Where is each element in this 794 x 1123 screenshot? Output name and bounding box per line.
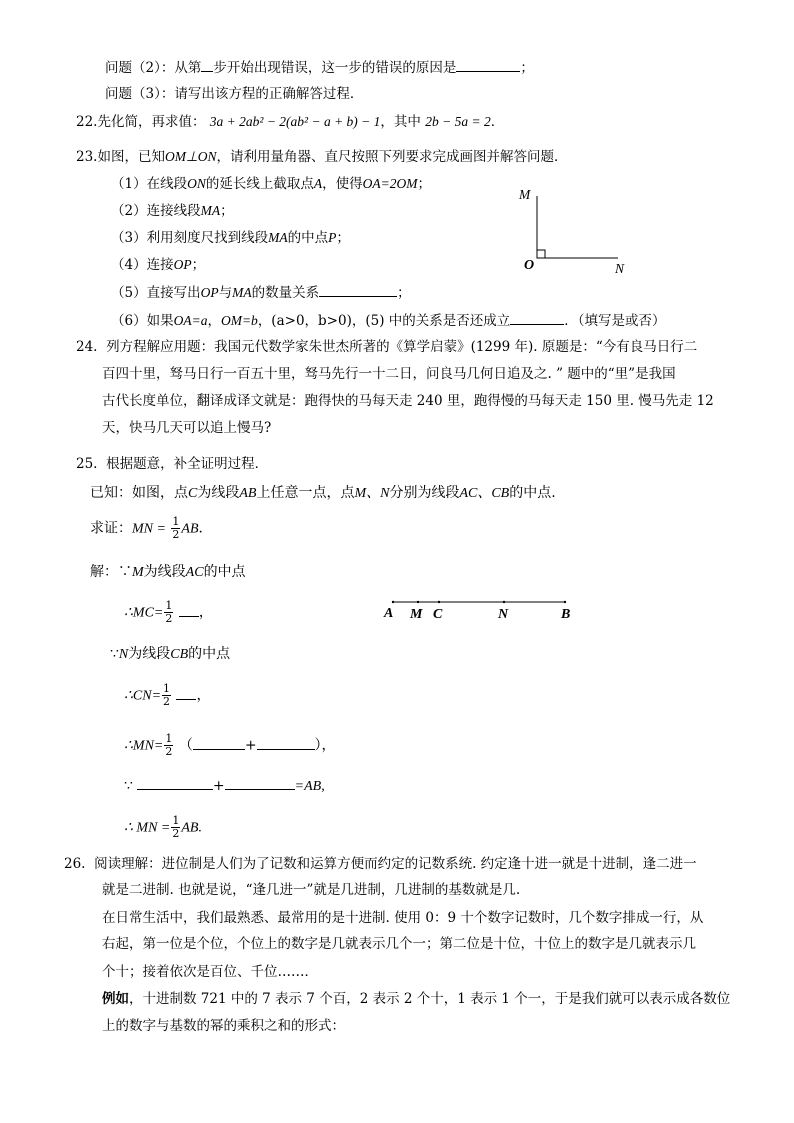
right-angle-mark <box>537 250 545 258</box>
label-b: B <box>561 607 571 622</box>
label-c: C <box>433 607 443 622</box>
fraction-half: $\frac{1}{2}$ <box>165 599 173 625</box>
point-a <box>392 601 394 603</box>
fraction-half: $\frac{1}{2}$ <box>172 515 180 541</box>
q23-step5: （5）直接写出OP与MA的数量关系 ； <box>111 285 411 301</box>
q26-line4: 右起，第一位是个位，个位上的数字是几就表示几个一；第二位是十位，十位上的数字是几就表示几 <box>102 936 696 952</box>
q23-step4: （4）连接OP； <box>111 257 206 273</box>
q25-known: 已知：如图，点C为线段AB上任意一点，点M、N分别为线段AC、CB的中点. <box>90 485 556 501</box>
point-n <box>503 601 505 603</box>
q23-step6: （6）如果OA=a，OM=b，(a>0，b>0)，(5) 中的关系是否还成立 ．（填写是或否） <box>111 313 666 329</box>
q26-line5: 个十；接着依次是百位、千位……． <box>102 964 318 980</box>
q23-step1: （1）在线段ON的延长线上截取点A，使得OA=2OM； <box>111 176 431 192</box>
q23-step3: （3）利用刻度尺找到线段MA的中点P； <box>111 230 350 246</box>
label-o: O <box>524 258 535 273</box>
q21-part3: 问题（3）：请写出该方程的正确解答过程． <box>105 86 364 102</box>
fraction-half: $\frac{1}{2}$ <box>172 814 180 840</box>
q23-intro: 23.如图，已知OM⊥ON，请利用量角器、直尺按照下列要求完成画图并解答问题． <box>76 149 568 165</box>
q22: 22.先化简，再求值： 3a + 2ab² − 2(ab² − a + b) − 1，其中 2b − 5a = 2． <box>76 114 505 130</box>
fraction-half: $\frac{1}{2}$ <box>163 682 171 708</box>
answer-blank[interactable] <box>137 776 213 790</box>
q26-line7: 上的数字与基数的幂的乘积之和的形式： <box>102 1018 345 1034</box>
q25-cn-line: ∴CN= $\frac{1}{2}$ ， <box>124 682 211 708</box>
q24-line1: 24. 列方程解应用题：我国元代数学家朱世杰所著的《算学启蒙》(1299 年). 原题是：“今有良马日行二 <box>76 339 698 355</box>
point-b <box>564 601 566 603</box>
answer-blank[interactable] <box>257 736 315 750</box>
q26-line2: 就是二进制. 也就是说，“逢几进一”就是几进制，几进制的基数就是几. <box>102 882 521 898</box>
q24-line2: 百四十里，驽马日行一百五十里，驽马先行一十二日，问良马几何日追及之. ” 题中的“里”是我国 <box>102 366 676 382</box>
answer-blank[interactable] <box>176 686 196 700</box>
q26-line3: 在日常生活中，我们最熟悉、最常用的是十进制. 使用 0：9 十个数字记数时，几个数字排成一行，从 <box>102 910 704 926</box>
label-m2: M <box>410 607 423 622</box>
q25-mn-line: ∴MN= $\frac{1}{2}$ （ + ）， <box>124 732 336 758</box>
answer-blank[interactable] <box>201 58 213 72</box>
label-m: M <box>519 187 531 202</box>
q26-line6: 例如，十进制数 721 中的 7 表示 7 个百，2 表示 2 个十，1 表示 1 个一，于是我们就可以表示成各数位 <box>102 991 731 1007</box>
q24-line4: 天，快马几天可以追上慢马? <box>102 420 272 436</box>
answer-blank[interactable] <box>225 776 295 790</box>
answer-blank[interactable] <box>456 58 520 72</box>
label-a: A <box>384 606 394 621</box>
q21-part2: 问题（2）：从第 步开始出现错误，这一步的错误的原因是 ； <box>105 60 534 76</box>
label-n: N <box>615 261 625 276</box>
answer-blank[interactable] <box>179 603 199 617</box>
q25-title: 25. 根据题意，补全证明过程． <box>76 456 269 472</box>
point-m <box>417 601 419 603</box>
q26-line1: 26. 阅读理解：进位制是人们为了记数和运算方便而约定的记数系统. 约定逢十进一就是十进制，逢二进一 <box>64 856 697 872</box>
q25-mc-line: ∴MC= $\frac{1}{2}$ ， <box>124 599 213 625</box>
q25-since-n: ∵N为线段CB的中点 <box>110 646 231 662</box>
q25-since-line: ∵ + =AB, <box>124 778 325 794</box>
answer-blank[interactable] <box>510 311 564 325</box>
q25-final-line: ∴ MN = $\frac{1}{2}$ AB. <box>124 814 202 840</box>
q22-expression: 3a + 2ab² − 2(ab² − a + b) − 1 <box>209 114 381 129</box>
answer-blank[interactable] <box>319 283 397 297</box>
q25-prove: 求证：MN = $\frac{1}{2}$ AB． <box>90 515 213 541</box>
q24-line3: 古代长度单位，翻译成译文就是：跑得快的马每天走 240 里，跑得慢的马每天走 150 里. 慢马先走 12 <box>102 393 714 409</box>
q25-solution-start: 解：∵M为线段AC的中点 <box>90 564 246 580</box>
fraction-half: $\frac{1}{2}$ <box>165 732 173 758</box>
q23-step2: （2）连接线段MA； <box>111 203 234 219</box>
label-n2: N <box>498 607 509 622</box>
answer-blank[interactable] <box>193 736 245 750</box>
q22-condition: 2b − 5a = 2 <box>425 114 491 129</box>
point-c <box>438 601 440 603</box>
